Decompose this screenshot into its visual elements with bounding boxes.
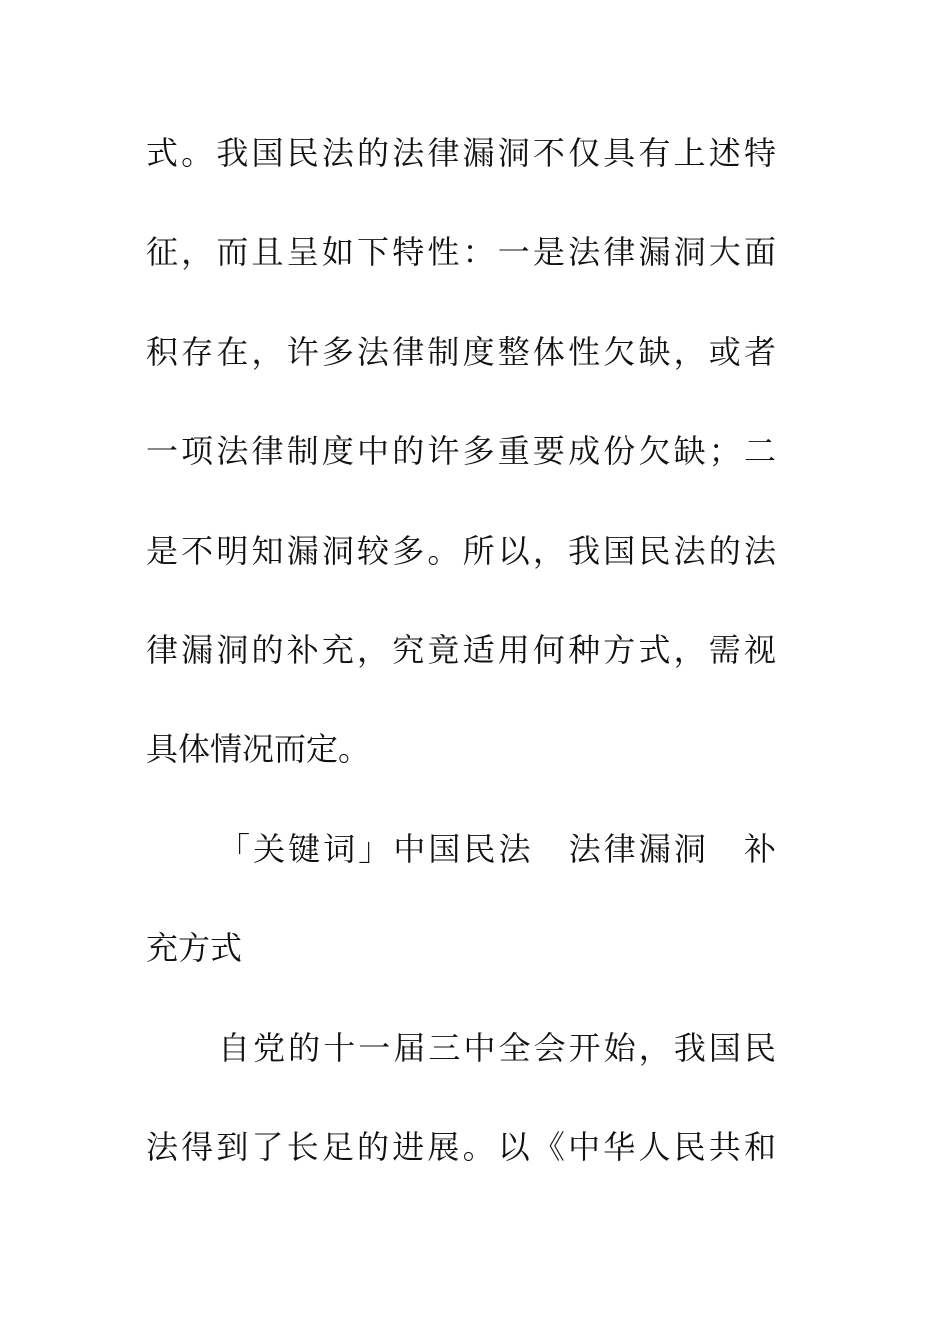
abstract-line-1: 式。我国民法的法律漏洞不仅具有上述特 — [146, 134, 776, 172]
abstract-line-7: 具体情况而定。 — [146, 730, 371, 768]
body-line-1: 自党的十一届三中全会开始，我国民 — [218, 1029, 776, 1067]
abstract-line-3: 积存在，许多法律制度整体性欠缺，或者 — [146, 333, 776, 371]
body-line-2: 法得到了长足的进展。以《中华人民共和 — [146, 1128, 776, 1166]
abstract-line-4: 一项法律制度中的许多重要成份欠缺；二 — [146, 432, 776, 470]
keywords-line-2: 充方式 — [146, 929, 243, 967]
abstract-line-2: 征，而且呈如下特性：一是法律漏洞大面 — [146, 233, 776, 271]
abstract-line-5: 是不明知漏洞较多。所以，我国民法的法 — [146, 532, 776, 570]
abstract-line-6: 律漏洞的补充，究竟适用何种方式，需视 — [146, 631, 776, 669]
keywords-line-1: 「关键词」中国民法 法律漏洞 补 — [218, 830, 776, 868]
